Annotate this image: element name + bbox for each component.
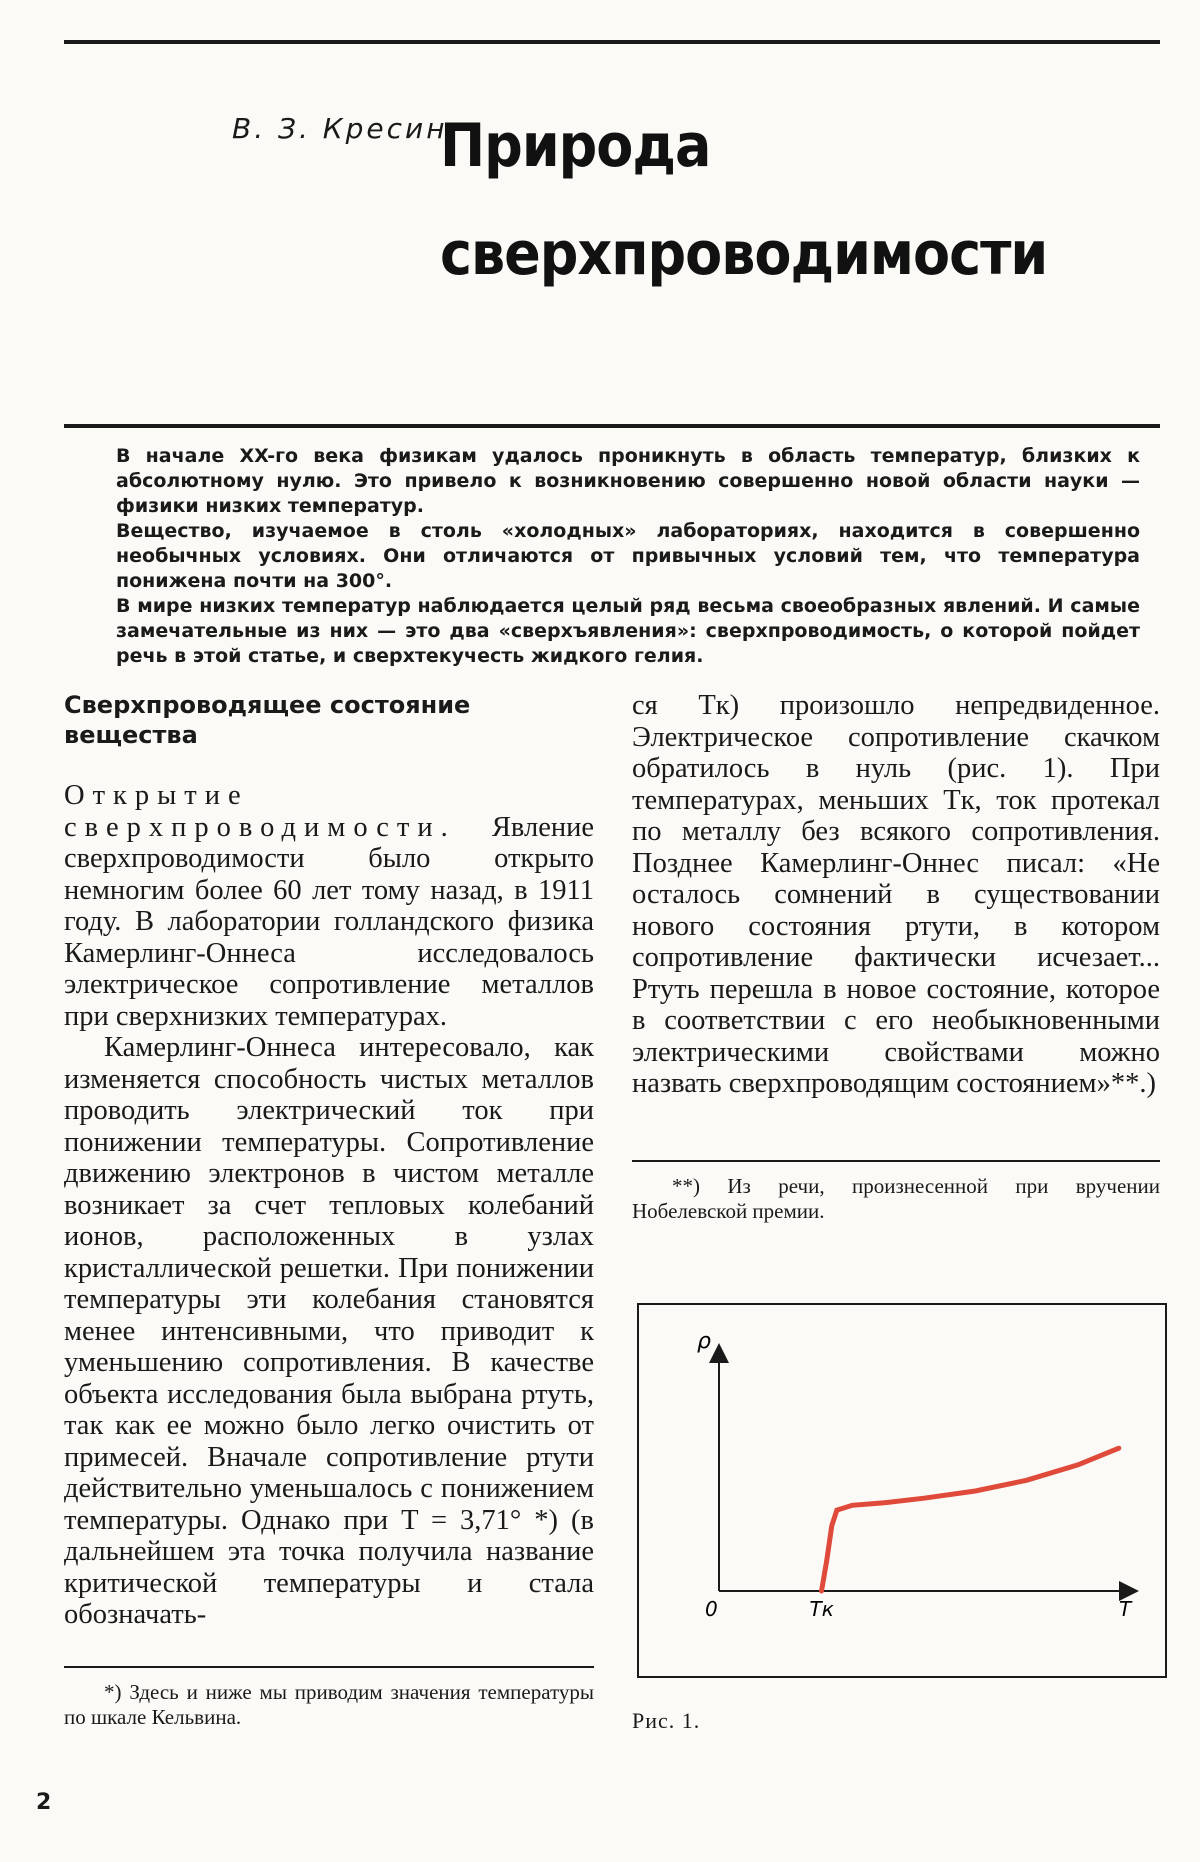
figure-plot (639, 1305, 1165, 1676)
footnote-rule-right (632, 1160, 1160, 1162)
body-paragraph-2: Камерлинг-Оннеса интересовало, как изменяется способность чистых металлов проводить электрический ток при понижении температуры. Сопротивление движению электронов в чистом металле возникает за счет тепловых колебаний ионов, расположенных в узлах кристаллической решетки. При понижении температуры эти колебания становятся менее интенсивными, что приводит к уменьшению сопротивления. В качестве объекта исследования была выбрана ртуть, так как ее можно было легко очистить от примесей. Вначале сопротивление ртути действительно уменьшалось с понижением температуры. Однако при T = 3,71° *) (в дальнейшем эта точка получила название критической температуры и стала обозначать- (64, 1032, 594, 1630)
abstract-rule (64, 424, 1160, 428)
title-line-1: Природа (440, 111, 711, 181)
y-axis-label: ρ (697, 1329, 711, 1354)
footnote-1: *) Здесь и ниже мы приводим значения температуры по шкале Кельвина. (64, 1680, 594, 1729)
right-column (632, 690, 1160, 1100)
lead-spaced-phrase: Открытие сверхпроводимости. (64, 780, 456, 843)
body-paragraph-2-continued: ся Tк) произошло непредвиденное. Электрическое сопротивление скачком обратилось в нуль (рис. 1). При температурах, меньших Tк, ток протекал по металлу без всякого сопротивления. Позднее Камерлинг-Оннес писал: «Не осталось сомнений в существовании нового состояния ртути, в котором сопротивление фактически исчезает... Ртуть перешла в новое состояние, которое в соответствии с его необыкновенными электрическими свойствами можно назвать сверхпроводящим состоянием»**.) (632, 690, 1160, 1099)
resistance-curve (822, 1448, 1119, 1591)
section-heading: Сверхпроводящее состояние вещества (64, 691, 471, 749)
page-number: 2 (36, 1790, 52, 1815)
article-title (440, 92, 1140, 308)
abstract-paragraph-1: В начале XX-го века физикам удалось проникнуть в область температур, близких к абсолютному нулю. Это привело к возникновению совершенно новой области науки — физики низких температур. (116, 445, 1140, 517)
figure-caption: Рис. 1. (632, 1708, 701, 1733)
abstract-paragraph-3: В мире низких температур наблюдается целый ряд весьма своеобразных явлений. И самые замечательные из них — это два «сверхъявления»: сверхпроводимость, о которой пойдет речь в этой статье, и сверхтекучесть жидкого гелия. (116, 595, 1140, 667)
abstract-paragraph-2: Вещество, изучаемое в столь «холодных» лабораториях, находится в совершенно необычных условиях. Они отличаются от привычных условий тем, что температура понижена почти на 300°. (116, 520, 1140, 592)
article-author: В. З. Кресин (232, 112, 448, 145)
abstract (116, 444, 1140, 669)
top-rule (64, 40, 1160, 44)
tk-tick-label: Tк (809, 1597, 834, 1621)
figure-1 (637, 1303, 1167, 1678)
body-paragraph-1-rest: Явление сверхпроводимости было открыто немногим более 60 лет тому назад, в 1911 году. В лаборатории голландского физика Камерлинг-Оннеса исследовалось электрическое сопротивление металлов при сверхнизких температурах. (64, 811, 594, 1032)
footnote-rule-left (64, 1666, 594, 1668)
body-paragraph-1 (64, 780, 594, 1032)
footnote-2: **) Из речи, произнесенной при вручении Нобелевской премии. (632, 1174, 1160, 1223)
x-axis-label: T (1119, 1597, 1132, 1621)
origin-label: 0 (705, 1597, 718, 1621)
title-line-2: сверхпроводимости (440, 219, 1048, 289)
left-column (64, 690, 594, 1631)
